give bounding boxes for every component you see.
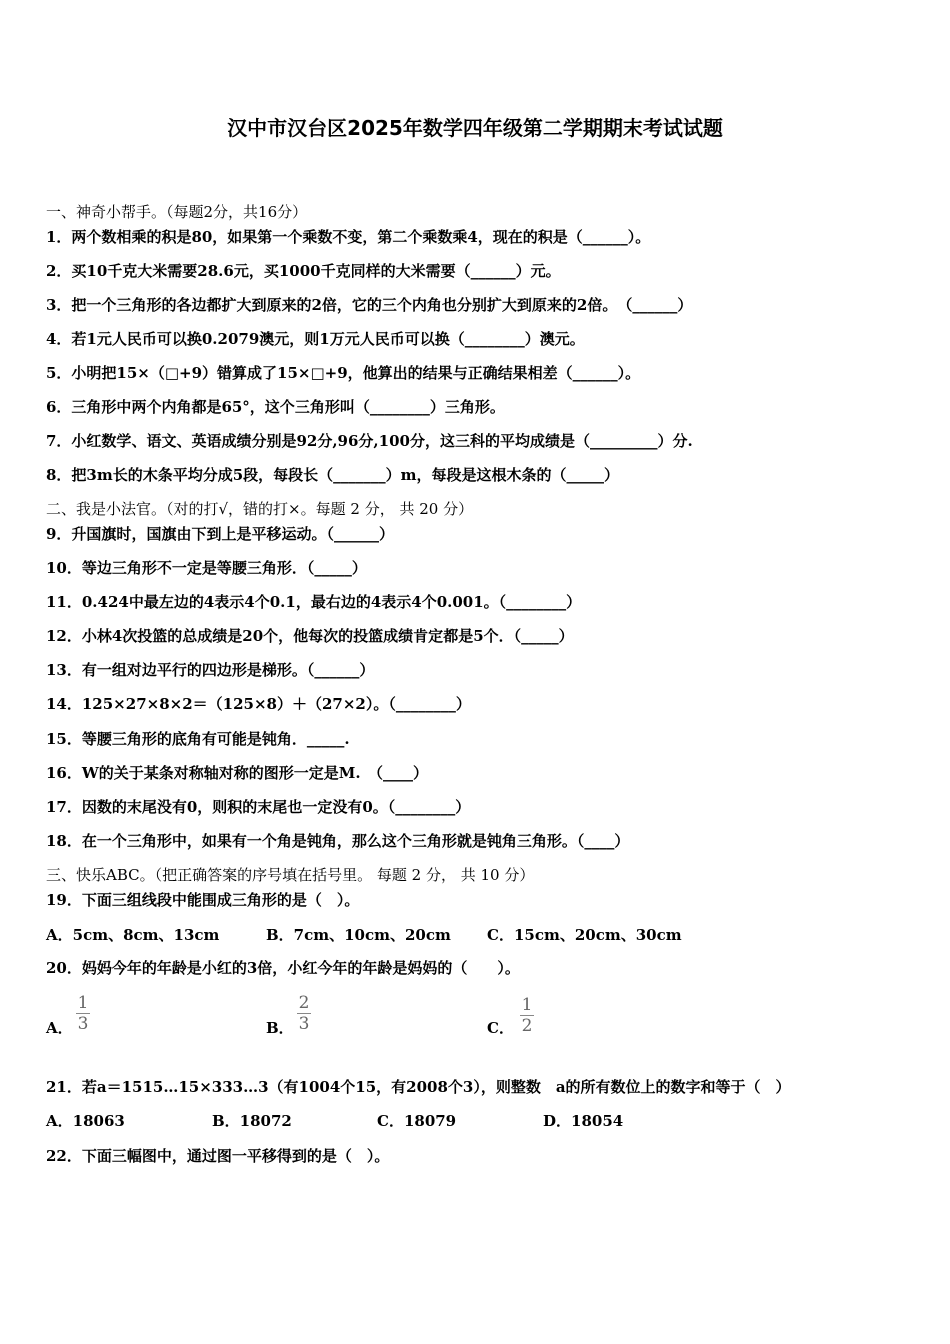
section-heading-1: 一、神奇小帮手。（每题2分，共16分） [46,203,308,221]
question-15: 15．等腰三角形的底角有可能是钝角．_____. [46,730,350,748]
question-1: 1．两个数相乘的积是80，如果第一个乘数不变，第二个乘数乘4，现在的积是（______）。 [46,228,651,246]
fraction-numerator: 1 [77,993,89,1013]
q19-option-a: A．5cm、8cm、13cm [46,926,220,944]
question-14: 14．125×27×8×2＝（125×8）＋（27×2）。（________） [46,695,471,713]
question-6: 6．三角形中两个内角都是65°，这个三角形叫（________）三角形。 [46,398,505,416]
q19-option-b: B．7cm、10cm、20cm [266,926,451,944]
question-9: 9．升国旗时，国旗由下到上是平移运动。（______） [46,525,394,543]
fraction-denominator: 3 [298,1014,310,1034]
question-10: 10．等边三角形不一定是等腰三角形．（_____） [46,559,367,577]
q20-option-c-label: C． [487,1019,514,1037]
q21-option-b: B．18072 [212,1112,292,1130]
question-5: 5．小明把15×（□+9）错算成了15×□+9，他算出的结果与正确结果相差（______）。 [46,364,641,382]
q20-option-b-label: B． [266,1019,294,1037]
q20-option-b-fraction [297,994,311,1033]
q21-option-d: D．18054 [543,1112,624,1130]
question-18: 18．在一个三角形中，如果有一个角是钝角，那么这个三角形就是钝角三角形。（____） [46,832,630,850]
q21-option-a: A．18063 [46,1112,125,1130]
q19-option-c: C．15cm、20cm、30cm [487,926,682,944]
question-8: 8．把3m长的木条平均分成5段，每段长（_______）m，每段是这根木条的（_____） [46,466,620,484]
question-19: 19．下面三组线段中能围成三角形的是（ ）。 [46,891,360,909]
question-2: 2．买10千克大米需要28.6元，买1000千克同样的大米需要（______）元。 [46,262,561,280]
section-heading-2: 二、我是小法官。（对的打√，错的打×。每题 2 分， 共 20 分） [46,500,474,518]
q20-option-a-label: A． [46,1019,73,1037]
question-4: 4．若1元人民币可以换0.2079澳元，则1万元人民币可以换（________）澳元。 [46,330,585,348]
fraction-numerator: 2 [298,993,310,1013]
q20-option-c-fraction [520,996,534,1035]
question-20: 20．妈妈今年的年龄是小红的3倍，小红今年的年龄是妈妈的（ ）。 [46,959,520,977]
question-13: 13．有一组对边平行的四边形是梯形。（______） [46,661,375,679]
fraction-denominator: 2 [521,1016,533,1036]
question-17: 17．因数的末尾没有0，则积的末尾也一定没有0。（________） [46,798,471,816]
question-11: 11．0.424中最左边的4表示4个0.1，最右边的4表示4个0.001。（________） [46,593,582,611]
fraction-denominator: 3 [77,1014,89,1034]
question-7: 7．小红数学、语文、英语成绩分别是92分,96分,100分，这三科的平均成绩是（_________）分. [46,432,693,450]
fraction-numerator: 1 [521,995,533,1015]
question-21: 21．若a＝1515…15×333…3（有1004个15，有2008个3），则整数 a的所有数位上的数字和等于（ ） [46,1078,791,1096]
question-22: 22．下面三幅图中，通过图一平移得到的是（ ）。 [46,1147,390,1165]
section-heading-3: 三、快乐ABC。（把正确答案的序号填在括号里。 每题 2 分， 共 10 分） [46,866,535,884]
q21-option-c: C．18079 [377,1112,457,1130]
question-12: 12．小林4次投篮的总成绩是20个，他每次的投篮成绩肯定都是5个．（_____） [46,627,574,645]
question-16: 16．W的关于某条对称轴对称的图形一定是M. （____） [46,764,429,782]
q20-option-a-fraction [76,994,90,1033]
question-3: 3．把一个三角形的各边都扩大到原来的2倍，它的三个内角也分别扩大到原来的2倍。 （______） [46,296,693,314]
page-title: 汉中市汉台区2025年数学四年级第二学期期末考试试题 [227,116,723,140]
